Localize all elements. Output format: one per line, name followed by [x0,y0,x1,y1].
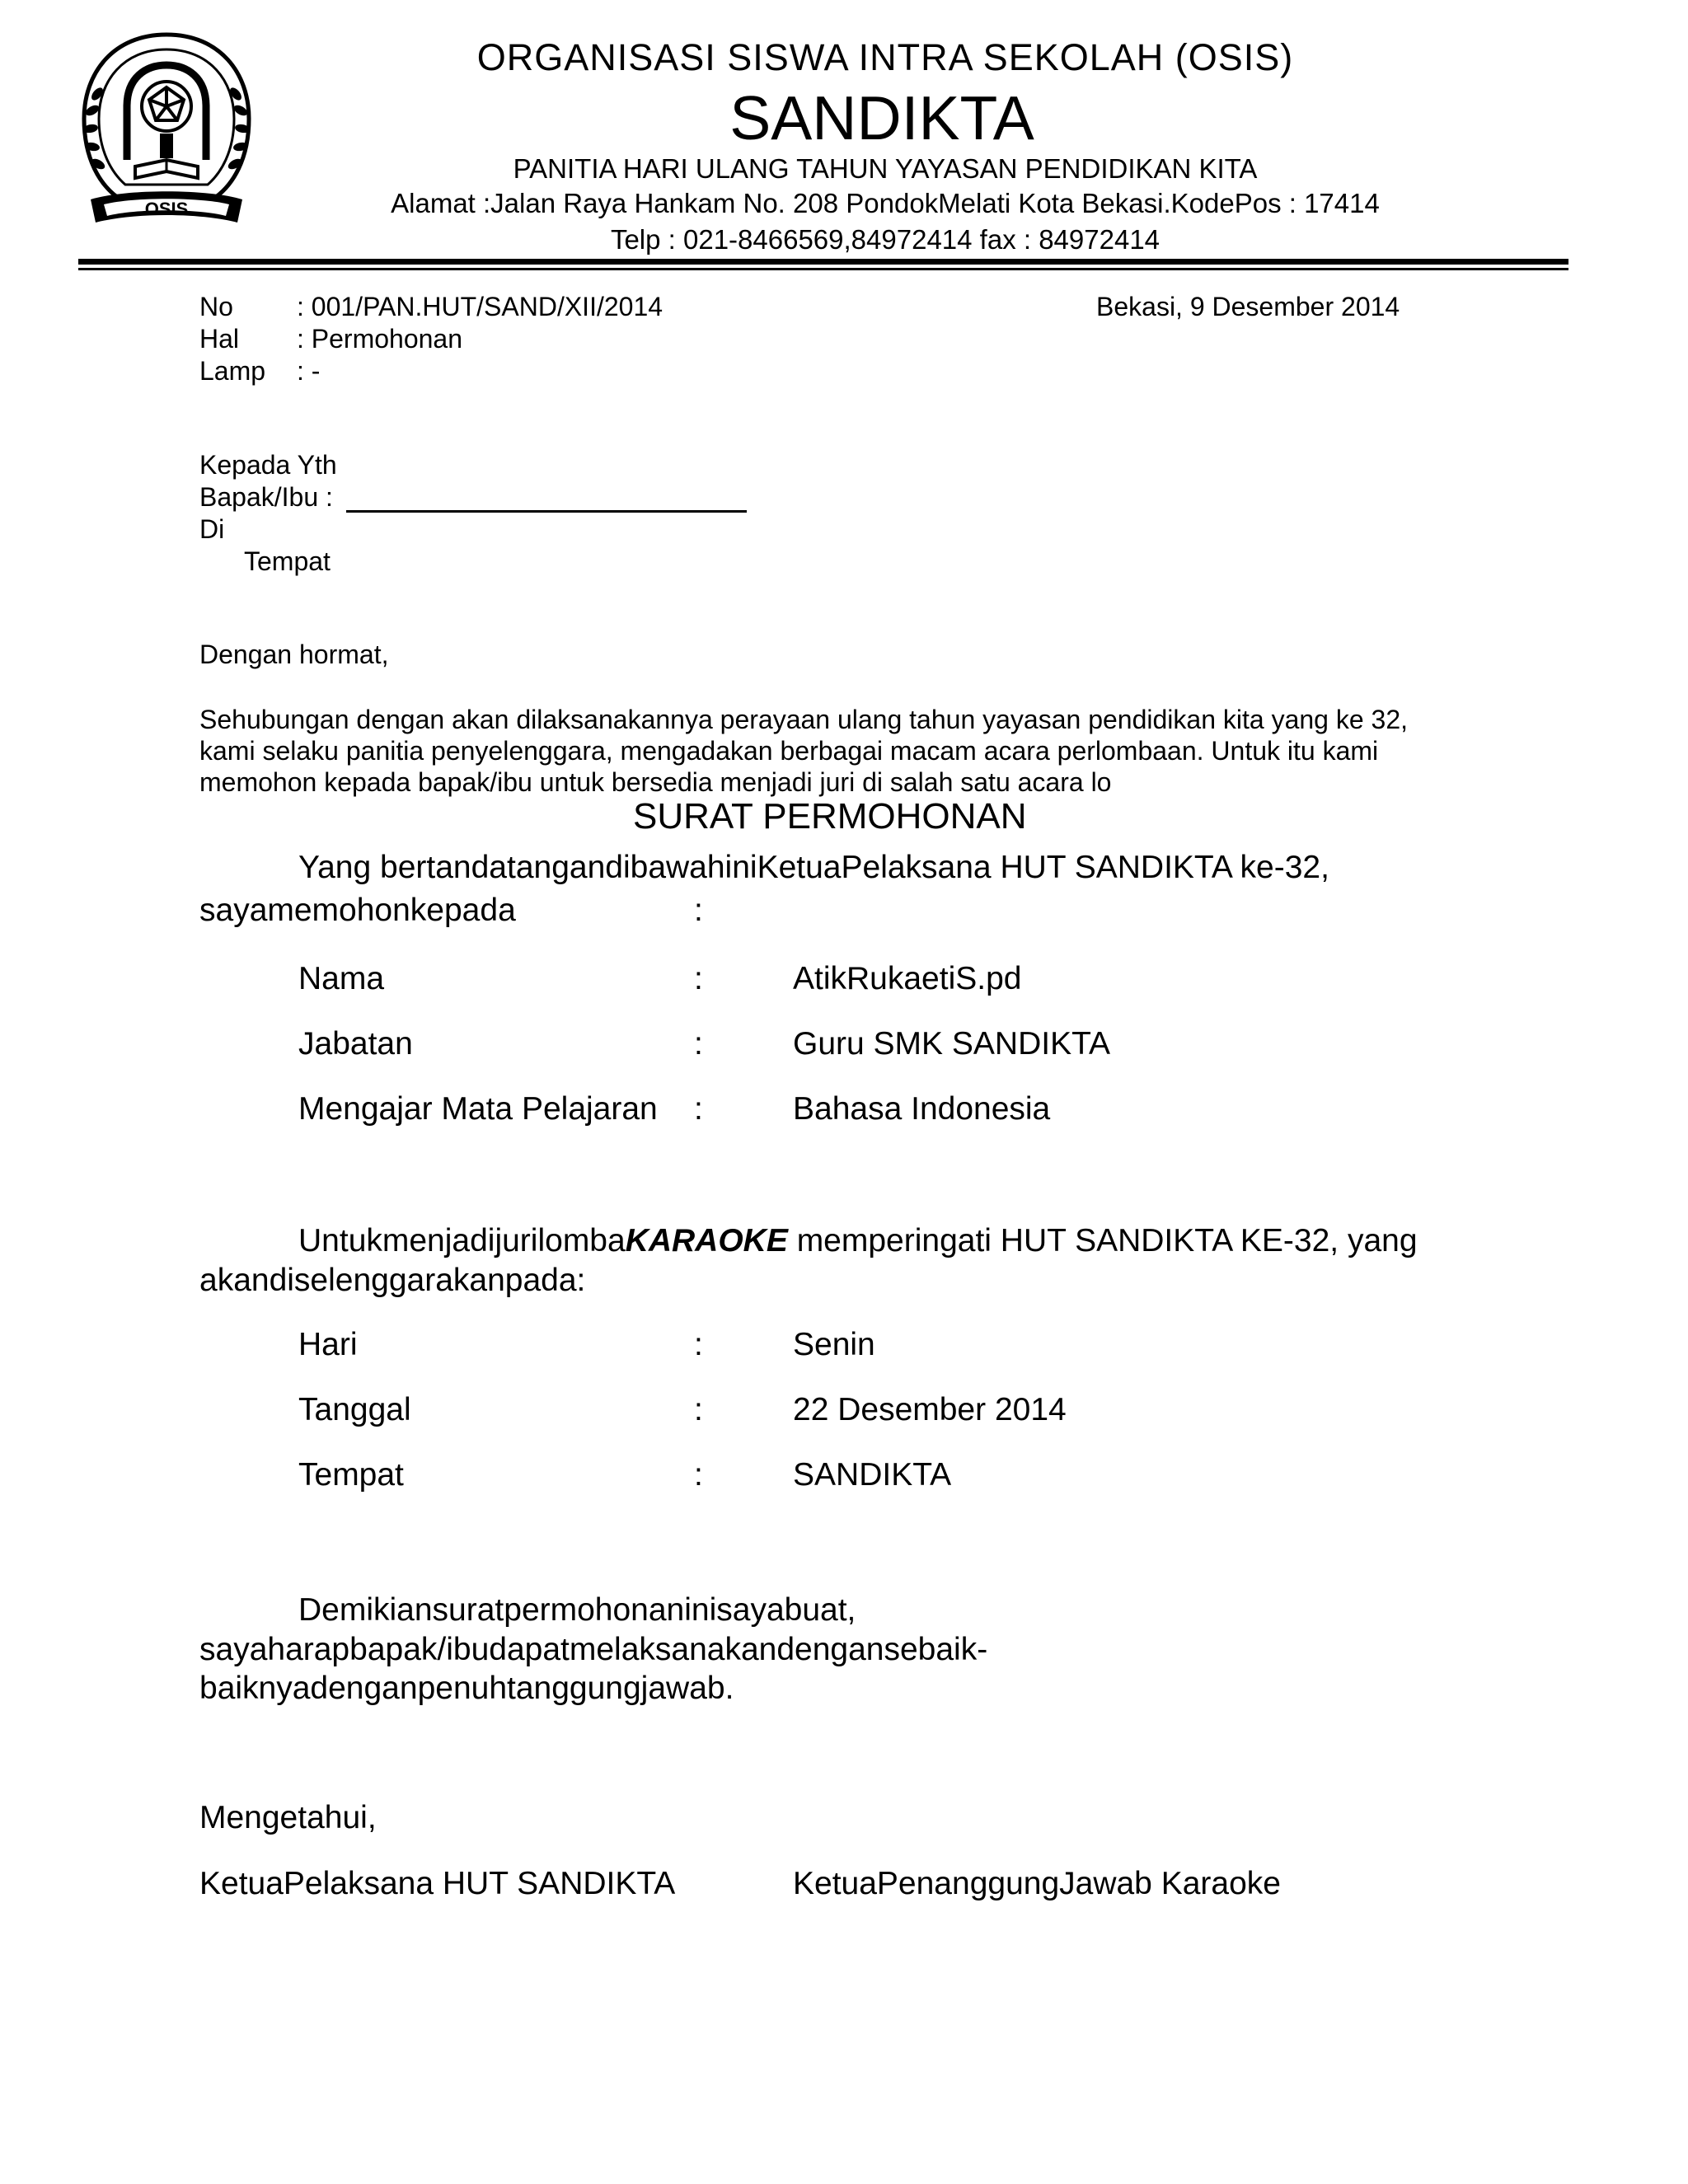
acknowledge-label: Mengetahui, [199,1800,377,1835]
person-name-colon: : [694,961,703,996]
purpose-event-name: KARAOKE [625,1223,788,1258]
event-date-colon: : [694,1392,703,1427]
event-day-label: Hari [298,1327,358,1362]
opening-line-1: Yang bertandatangandibawahiniKetuaPelaksana HUT SANDIKTA ke-32, [298,850,1329,885]
lamp-label: Lamp [199,356,266,386]
letter-title: SURAT PERMOHONAN [633,796,1027,837]
header-rule-thin [78,268,1568,270]
signature-left-title: KetuaPelaksana HUT SANDIKTA [199,1866,676,1901]
closing-line-3: baiknyadenganpenuhtanggungjawab. [199,1671,734,1706]
person-position-label: Jabatan [298,1026,413,1062]
person-name-label: Nama [298,961,385,996]
committee-name: PANITIA HARI ULANG TAHUN YAYASAN PENDIDIKAN KITA [513,153,1258,184]
opening-line-2: sayamemohonkepada [199,893,516,928]
event-date-label: Tanggal [298,1392,411,1427]
letterhead-title: SANDIKTA [729,83,1034,152]
person-subject-label: Mengajar Mata Pelajaran [298,1091,658,1127]
salutation: Dengan hormat, [199,640,389,669]
recipient-line-1: Kepada Yth [199,450,337,480]
intro-line-1: Sehubungan dengan akan dilaksanakannya perayaan ulang tahun yayasan pendidikan kita yang ke 32, [199,705,1409,734]
closing-line-2: sayaharapbapak/ibudapatmelaksanakandengansebaik- [199,1632,988,1667]
logo-text: OSIS [144,199,189,219]
header-rule-thick [78,259,1568,265]
letter-date: Bekasi, 9 Desember 2014 [1096,292,1400,321]
event-day-colon: : [694,1327,703,1362]
organization-name: ORGANISASI SISWA INTRA SEKOLAH (OSIS) [476,36,1294,78]
no-value: : 001/PAN.HUT/SAND/XII/2014 [297,292,663,321]
recipient-line-3: Di [199,514,225,544]
event-place-colon: : [694,1457,703,1493]
purpose-line-2: akandiselenggarakanpada: [199,1263,586,1298]
purpose-text-pre: Untukmenjadijurilomba [298,1223,626,1258]
recipient-line-2: Bapak/Ibu : [199,482,333,512]
hal-value: : Permohonan [297,324,463,354]
person-position-value: Guru SMK SANDIKTA [793,1026,1111,1062]
event-day-value: Senin [793,1327,875,1362]
opening-colon: : [694,893,703,928]
lamp-value: : - [297,356,321,386]
intro-line-3: memohon kepada bapak/ibu untuk bersedia menjadi juri di salah satu acara lo [199,767,1112,797]
recipient-line-4: Tempat [244,546,331,576]
purpose-line-1 [298,1223,1418,1259]
hal-label: Hal [199,324,240,354]
address-line: Alamat :Jalan Raya Hankam No. 208 PondokMelati Kota Bekasi.KodePos : 17414 [391,188,1380,218]
person-name-value: AtikRukaetiS.pd [793,961,1022,996]
phone-line: Telp : 021-8466569,84972414 fax : 84972414 [610,224,1160,255]
closing-line-1: Demikiansuratpermohonaninisayabuat, [298,1592,856,1628]
no-label: No [199,292,233,321]
person-subject-value: Bahasa Indonesia [793,1091,1051,1127]
intro-line-2: kami selaku panitia penyelenggara, mengadakan berbagai macam acara perlombaan. Untuk itu kami [199,736,1379,766]
recipient-name-blank [346,510,747,513]
event-place-label: Tempat [298,1457,404,1493]
purpose-text-post: memperingati HUT SANDIKTA KE-32, yang [787,1223,1418,1258]
event-place-value: SANDIKTA [793,1457,952,1493]
signature-right-title: KetuaPenanggungJawab Karaoke [793,1866,1281,1901]
person-position-colon: : [694,1026,703,1062]
person-subject-colon: : [694,1091,703,1127]
event-date-value: 22 Desember 2014 [793,1392,1067,1427]
